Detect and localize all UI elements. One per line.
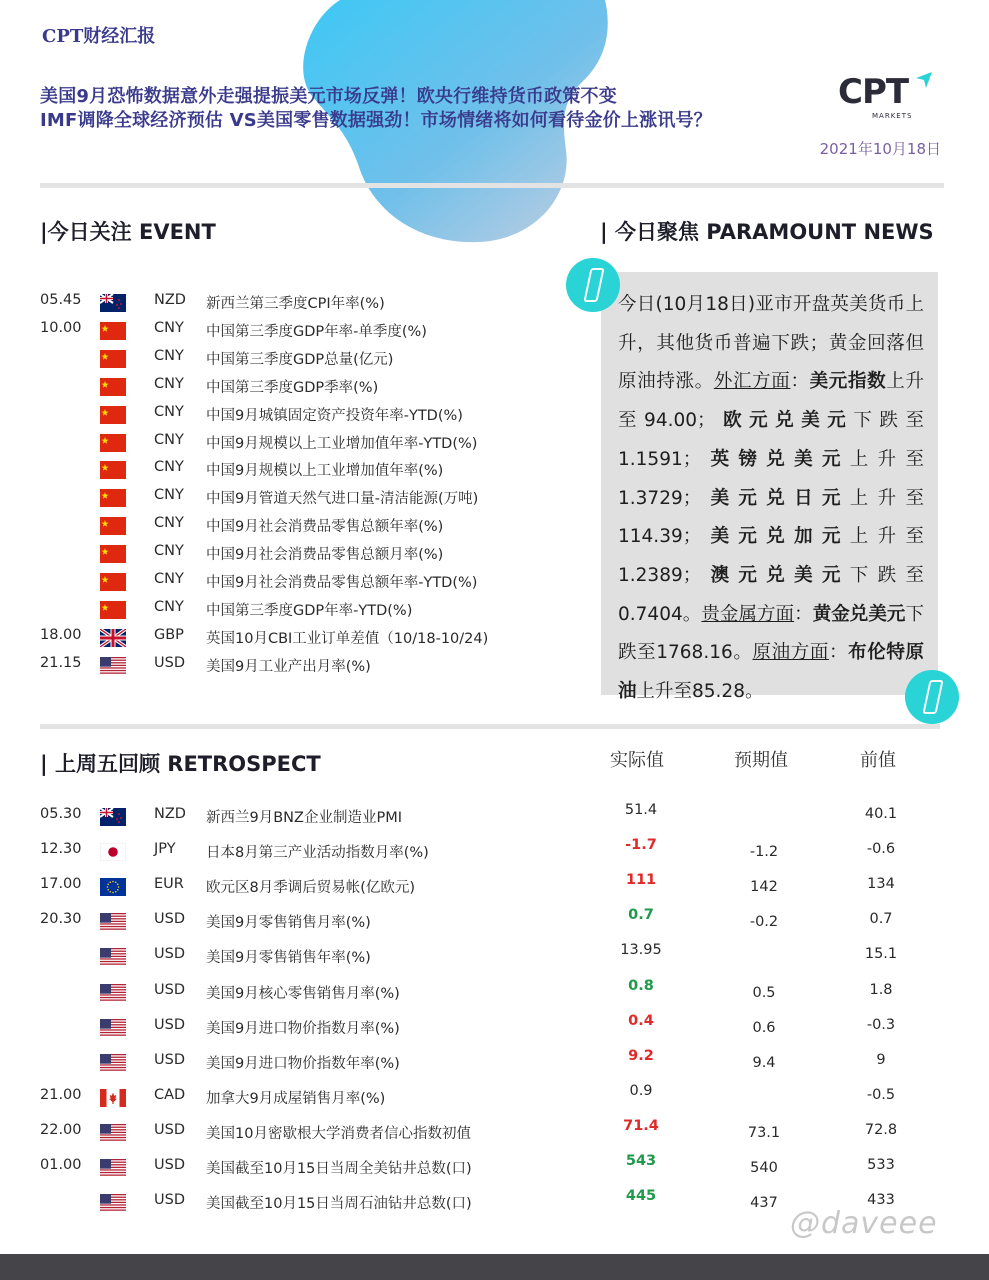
previous-value: 9: [876, 1051, 886, 1068]
retro-row: [40, 802, 940, 828]
quote-open-icon: [566, 258, 620, 312]
ca-flag-icon: [100, 1089, 126, 1107]
retro-name: 新西兰9月BNZ企业制造业PMI: [206, 810, 402, 826]
footer-bar: [0, 1254, 989, 1280]
event-name: 中国第三季度GDP年率-单季度(%): [206, 323, 427, 340]
us-flag-icon: [100, 1194, 126, 1212]
news-intro: 今日(10月18日)亚市开盘英美货币上升，其他货币普遍下跌；黄金回落但原油持涨。: [618, 294, 924, 393]
retro-name: 美国截至10月15日当周全美钻井总数(口): [206, 1161, 472, 1177]
forecast-value: 9.4: [752, 1054, 776, 1071]
fx-label: 外汇方面: [713, 371, 791, 393]
retro-name: 日本8月第三产业活动指数月率(%): [206, 845, 429, 862]
cpt-logo: [838, 72, 948, 124]
retro-time: 21.00: [40, 1086, 82, 1103]
cn-flag-icon: [100, 350, 126, 368]
col-forecast-header: 预期值: [734, 750, 788, 771]
event-name: 中国第三季度GDP总量(亿元): [206, 351, 394, 368]
retro-name: 加拿大9月成屋销售月率(%): [206, 1090, 386, 1107]
event-currency: GBP: [154, 626, 184, 643]
forecast-value: -0.2: [749, 914, 779, 931]
dxy-text: 上升至94.00；: [618, 371, 924, 432]
event-time: 05.45: [40, 292, 82, 308]
report-date: 2021年10月18日: [819, 140, 941, 158]
event-name: 中国9月规模以上工业增加值年率(%): [206, 463, 444, 480]
retro-section-title: | 上周五回顾 RETROSPECT: [40, 752, 321, 776]
event-name: 中国第三季度GDP季率(%): [206, 379, 379, 396]
retro-name: 美国10月密歇根大学消费者信心指数初值: [206, 1125, 471, 1142]
previous-value: -0.5: [866, 1086, 896, 1103]
logo-word: CPT: [838, 72, 909, 112]
actual-value: 0.8: [628, 977, 654, 994]
event-name: 英国10月CBI工业订单差值（10/18-10/24): [206, 630, 489, 647]
event-name: 中国9月城镇固定资产投资年率-YTD(%): [206, 407, 463, 424]
actual-value: 0.4: [628, 1012, 654, 1029]
cn-flag-icon: [100, 378, 126, 396]
event-name: 中国9月社会消费品零售总额年率(%): [206, 519, 444, 536]
event-currency: CNY: [154, 319, 184, 336]
us-flag-icon: [100, 1019, 126, 1037]
event-currency: CNY: [154, 403, 184, 420]
forecast-value: 437: [750, 1195, 778, 1212]
retro-time: 12.30: [40, 841, 82, 858]
news-section-title: | 今日聚焦 PARAMOUNT NEWS: [600, 220, 934, 244]
previous-value: 0.7: [869, 911, 893, 928]
retro-currency: USD: [154, 1157, 185, 1173]
forecast-value: 0.5: [752, 984, 776, 1001]
uk-flag-icon: [100, 629, 126, 647]
retro-name: 欧元区8月季调后贸易帐(亿欧元): [206, 880, 416, 897]
actual-value: 445: [625, 1188, 657, 1205]
previous-value: 533: [867, 1157, 895, 1173]
event-time: 21.15: [40, 654, 82, 671]
event-currency: CNY: [154, 598, 184, 615]
previous-value: 40.1: [864, 806, 898, 822]
brent-label: 布伦特原油: [618, 642, 924, 703]
retro-time: 01.00: [40, 1157, 82, 1173]
colon: ：: [790, 371, 810, 393]
retro-name: 美国9月零售销售月率(%): [206, 915, 371, 932]
retro-row: [40, 1047, 940, 1074]
us-flag-icon: [100, 657, 126, 675]
us-flag-icon: [100, 1159, 126, 1177]
event-name: 美国9月工业产出月率(%): [206, 658, 371, 675]
metal-label: 贵金属方面: [701, 603, 795, 625]
retro-row: [40, 1012, 940, 1039]
event-currency: CNY: [154, 347, 184, 364]
retro-row: [40, 872, 940, 898]
previous-value: 72.8: [864, 1121, 898, 1138]
retro-row: [40, 837, 940, 863]
audusd-text: 下跌至0.7404。: [618, 564, 924, 625]
cn-flag-icon: [100, 545, 126, 563]
event-name: 中国9月社会消费品零售总额年率-YTD(%): [206, 575, 478, 591]
retro-name: 美国9月零售销售年率(%): [206, 950, 371, 967]
actual-value: 0.9: [629, 1082, 653, 1099]
event-currency: CNY: [154, 459, 184, 476]
us-flag-icon: [100, 1124, 126, 1142]
cn-flag-icon: [100, 434, 126, 452]
event-name: 中国9月社会消费品零售总额月率(%): [206, 547, 444, 564]
eu-flag-icon: [100, 878, 126, 896]
actual-value: 9.2: [628, 1047, 654, 1064]
brent-text: 上升至85.28。: [636, 681, 764, 703]
usdjpy-text: 上升至114.39；: [618, 487, 924, 548]
header-divider: [40, 183, 944, 188]
us-flag-icon: [100, 913, 126, 931]
us-flag-icon: [100, 948, 126, 966]
dxy-label: 美元指数: [809, 371, 887, 393]
event-currency: CNY: [154, 543, 184, 560]
headline-line-1: 美国9月恐怖数据意外走强提振美元市场反弹！欧央行维持货币政策不变: [40, 86, 617, 107]
event-name: 中国9月管道天然气进口量-清洁能源(万吨): [206, 491, 479, 508]
gbpusd-text: 上升至 1.3729；: [618, 448, 924, 509]
event-name: 新西兰第三季度CPI年率(%): [206, 296, 385, 312]
eurusd-text: 下跌至 1.1591；: [618, 410, 924, 470]
retro-time: 22.00: [40, 1121, 82, 1138]
cn-flag-icon: [100, 489, 126, 507]
oil-label: 原油方面: [752, 642, 829, 664]
event-currency: CNY: [154, 431, 184, 448]
event-currency: CNY: [154, 515, 184, 532]
col-actual-header: 实际值: [610, 750, 664, 771]
previous-value: 15.1: [864, 946, 898, 963]
cn-flag-icon: [100, 601, 126, 619]
retro-currency: USD: [154, 1016, 185, 1033]
headline-line-2: IMF调降全球经济预估 VS美国零售数据强劲！市场情绪将如何看待金价上涨讯号？: [40, 110, 712, 131]
event-currency: NZD: [154, 292, 186, 308]
nz-flag-icon: [100, 294, 126, 312]
retro-time: 05.30: [40, 806, 82, 822]
previous-value: 1.8: [869, 981, 893, 998]
retro-currency: NZD: [154, 806, 186, 822]
audusd-label: 澳元兑美元: [701, 564, 850, 586]
retro-row: [40, 1117, 940, 1144]
logo-subtitle: MARKETS: [872, 112, 913, 120]
actual-value: 111: [625, 872, 657, 889]
cn-flag-icon: [100, 573, 126, 591]
retro-currency: USD: [154, 1051, 185, 1068]
event-currency: CNY: [154, 375, 184, 392]
retro-name: 美国截至10月15日当周石油钻井总数(口): [206, 1196, 472, 1213]
brand-tag: CPT财经汇报: [42, 26, 156, 47]
middle-divider: [40, 724, 940, 729]
retro-time: 17.00: [40, 876, 82, 893]
cn-flag-icon: [100, 322, 126, 340]
cn-flag-icon: [100, 517, 126, 535]
event-time: 18.00: [40, 626, 82, 643]
forecast-value: 142: [750, 879, 778, 896]
retro-currency: CAD: [154, 1086, 186, 1103]
actual-value: 71.4: [623, 1117, 659, 1134]
colon: ：: [794, 603, 813, 625]
previous-value: -0.3: [866, 1016, 896, 1033]
usdcad-label: 美元兑加元: [701, 526, 850, 548]
retro-currency: USD: [154, 946, 185, 963]
event-name: 中国9月规模以上工业增加值年率-YTD(%): [206, 435, 478, 452]
retro-currency: EUR: [154, 876, 184, 893]
retro-name: 美国9月核心零售销售月率(%): [206, 985, 400, 1002]
retro-row: [40, 942, 940, 968]
xauusd-label: 黄金兑美元: [812, 603, 906, 625]
retro-name: 美国9月进口物价指数年率(%): [206, 1055, 400, 1072]
event-time: 10.00: [40, 319, 82, 336]
actual-value: 543: [625, 1153, 657, 1169]
col-previous-header: 前值: [860, 750, 896, 771]
retro-currency: USD: [154, 1192, 185, 1209]
watermark: @daveee: [790, 1206, 938, 1241]
forecast-value: 0.6: [752, 1019, 776, 1036]
usdcad-text: 上升至1.2389；: [618, 526, 924, 586]
xauusd-text: 下跌至1768.16。: [618, 603, 924, 664]
event-currency: CNY: [154, 487, 184, 504]
usdjpy-label: 美元兑日元: [701, 487, 850, 509]
retro-row: [40, 907, 940, 933]
retro-currency: USD: [154, 911, 185, 928]
retro-row: [40, 977, 940, 1004]
cn-flag-icon: [100, 461, 126, 479]
previous-value: 134: [867, 876, 895, 893]
forecast-value: 73.1: [747, 1124, 781, 1141]
jp-flag-icon: [100, 843, 126, 861]
gbpusd-label: 英镑兑美元: [701, 448, 850, 470]
actual-value: 0.7: [628, 907, 654, 924]
news-body: [618, 286, 924, 712]
actual-value: -1.7: [625, 837, 657, 854]
nz-flag-icon: [100, 808, 126, 826]
us-flag-icon: [100, 1054, 126, 1072]
event-currency: USD: [154, 654, 185, 671]
retro-currency: USD: [154, 981, 185, 998]
event-currency: CNY: [154, 571, 184, 587]
forecast-value: 540: [750, 1160, 778, 1176]
event-section-title: |今日关注 EVENT: [40, 220, 216, 244]
colon: ：: [828, 642, 849, 664]
previous-value: -0.6: [866, 841, 896, 858]
retro-row: [40, 1082, 940, 1109]
logo-arrow-icon: [914, 70, 934, 90]
retro-row: [40, 1153, 940, 1179]
retro-time: 20.30: [40, 911, 82, 928]
actual-value: 13.95: [620, 942, 662, 959]
retro-currency: JPY: [154, 841, 176, 858]
eurusd-label: 欧元兑美元: [715, 410, 854, 432]
actual-value: 51.4: [624, 802, 658, 818]
forecast-value: -1.2: [749, 844, 779, 861]
previous-value: 433: [867, 1192, 895, 1209]
event-name: 中国第三季度GDP年率-YTD(%): [206, 602, 413, 619]
cn-flag-icon: [100, 406, 126, 424]
retro-name: 美国9月进口物价指数月率(%): [206, 1020, 400, 1037]
retro-currency: USD: [154, 1121, 185, 1138]
us-flag-icon: [100, 984, 126, 1002]
